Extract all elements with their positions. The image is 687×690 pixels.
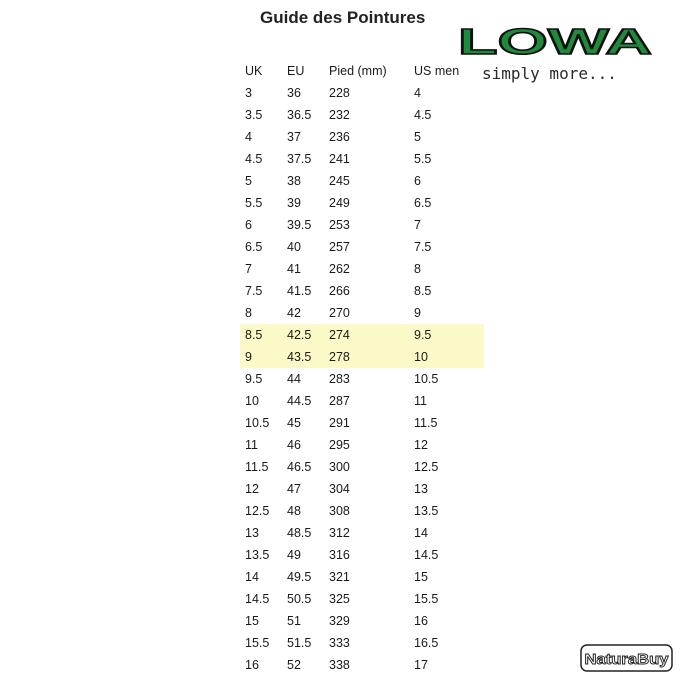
table-row [240, 126, 484, 148]
pied-cell: 278 [329, 350, 350, 364]
table-body [240, 82, 484, 676]
uk-cell: 15 [245, 614, 259, 628]
uk-cell: 13.5 [245, 548, 270, 562]
table-row [240, 302, 484, 324]
table-row [240, 104, 484, 126]
us-cell: 16.5 [414, 636, 439, 650]
pied-cell: 274 [329, 328, 350, 342]
us-cell: 10.5 [414, 372, 439, 386]
header-us: US men [414, 64, 460, 78]
uk-cell: 14.5 [245, 592, 270, 606]
table-row [240, 170, 484, 192]
pied-cell: 253 [329, 218, 350, 232]
table-row [240, 368, 484, 390]
eu-cell: 42 [287, 306, 301, 320]
eu-cell: 41.5 [287, 284, 312, 298]
naturabuy-watermark [580, 642, 674, 676]
table-row [240, 522, 484, 544]
eu-cell: 36.5 [287, 108, 312, 122]
eu-cell: 46.5 [287, 460, 312, 474]
eu-cell: 45 [287, 416, 301, 430]
eu-cell: 39.5 [287, 218, 312, 232]
pied-cell: 266 [329, 284, 350, 298]
table-row [240, 390, 484, 412]
header-eu: EU [287, 64, 305, 78]
uk-cell: 14 [245, 570, 259, 584]
table-row [240, 588, 484, 610]
table-row [240, 566, 484, 588]
table-row [240, 500, 484, 522]
eu-cell: 37.5 [287, 152, 312, 166]
pied-cell: 249 [329, 196, 350, 210]
pied-cell: 236 [329, 130, 350, 144]
uk-cell: 6.5 [245, 240, 263, 254]
table-row [240, 654, 484, 676]
pied-cell: 321 [329, 570, 350, 584]
pied-cell: 329 [329, 614, 350, 628]
pied-cell: 304 [329, 482, 350, 496]
uk-cell: 5.5 [245, 196, 263, 210]
pied-cell: 312 [329, 526, 350, 540]
pied-cell: 308 [329, 504, 350, 518]
uk-cell: 15.5 [245, 636, 270, 650]
uk-cell: 3.5 [245, 108, 263, 122]
uk-cell: 3 [245, 86, 252, 100]
pied-cell: 245 [329, 174, 350, 188]
us-cell: 13 [414, 482, 428, 496]
uk-cell: 16 [245, 658, 259, 672]
us-cell: 17 [414, 658, 428, 672]
table-row [240, 544, 484, 566]
uk-cell: 11.5 [245, 460, 269, 474]
table-row [240, 610, 484, 632]
uk-cell: 9 [245, 350, 252, 364]
eu-cell: 51 [287, 614, 301, 628]
us-cell: 12.5 [414, 460, 439, 474]
pied-cell: 338 [329, 658, 350, 672]
us-cell: 13.5 [414, 504, 439, 518]
us-cell: 11.5 [414, 416, 438, 430]
uk-cell: 4 [245, 130, 252, 144]
us-cell: 4 [414, 86, 421, 100]
eu-cell: 46 [287, 438, 301, 452]
size-table [240, 60, 484, 676]
uk-cell: 10 [245, 394, 259, 408]
table-row [240, 346, 484, 368]
us-cell: 11 [414, 394, 427, 408]
eu-cell: 42.5 [287, 328, 312, 342]
pied-cell: 287 [329, 394, 350, 408]
eu-cell: 40 [287, 240, 301, 254]
pied-cell: 291 [329, 416, 350, 430]
us-cell: 8 [414, 262, 421, 276]
us-cell: 9.5 [414, 328, 432, 342]
table-row [240, 192, 484, 214]
us-cell: 12 [414, 438, 428, 452]
brand-slogan: simply more... [482, 64, 617, 83]
pied-cell: 295 [329, 438, 350, 452]
eu-cell: 44.5 [287, 394, 312, 408]
uk-cell: 10.5 [245, 416, 270, 430]
uk-cell: 5 [245, 174, 252, 188]
pied-cell: 316 [329, 548, 350, 562]
uk-cell: 4.5 [245, 152, 263, 166]
us-cell: 8.5 [414, 284, 432, 298]
uk-cell: 11 [245, 438, 258, 452]
lowa-logo [455, 21, 655, 62]
us-cell: 14.5 [414, 548, 439, 562]
table-row [240, 236, 484, 258]
pied-cell: 283 [329, 372, 350, 386]
us-cell: 15.5 [414, 592, 439, 606]
uk-cell: 8.5 [245, 328, 263, 342]
uk-cell: 6 [245, 218, 252, 232]
uk-cell: 8 [245, 306, 252, 320]
eu-cell: 52 [287, 658, 301, 672]
watermark-text: NaturaBuy [584, 651, 670, 668]
eu-cell: 43.5 [287, 350, 312, 364]
us-cell: 7 [414, 218, 421, 232]
pied-cell: 228 [329, 86, 350, 100]
table-row [240, 148, 484, 170]
eu-cell: 44 [287, 372, 301, 386]
eu-cell: 48.5 [287, 526, 312, 540]
eu-cell: 37 [287, 130, 301, 144]
us-cell: 4.5 [414, 108, 432, 122]
eu-cell: 50.5 [287, 592, 312, 606]
header-uk: UK [245, 64, 263, 78]
pied-cell: 262 [329, 262, 350, 276]
pied-cell: 333 [329, 636, 350, 650]
table-header [240, 60, 484, 82]
uk-cell: 12.5 [245, 504, 270, 518]
us-cell: 16 [414, 614, 428, 628]
uk-cell: 12 [245, 482, 259, 496]
us-cell: 5.5 [414, 152, 432, 166]
us-cell: 14 [414, 526, 428, 540]
eu-cell: 36 [287, 86, 301, 100]
pied-cell: 270 [329, 306, 350, 320]
eu-cell: 39 [287, 196, 301, 210]
logo-wordmark: LOWA [458, 21, 652, 62]
pied-cell: 241 [329, 152, 350, 166]
eu-cell: 41 [287, 262, 301, 276]
eu-cell: 49.5 [287, 570, 312, 584]
pied-cell: 300 [329, 460, 350, 474]
uk-cell: 7.5 [245, 284, 263, 298]
pied-cell: 325 [329, 592, 350, 606]
eu-cell: 38 [287, 174, 301, 188]
table-row [240, 324, 484, 346]
page-title: Guide des Pointures [260, 8, 426, 27]
table-row [240, 258, 484, 280]
us-cell: 6 [414, 174, 421, 188]
table-row [240, 82, 484, 104]
table-row [240, 412, 484, 434]
table-row [240, 214, 484, 236]
eu-cell: 51.5 [287, 636, 312, 650]
pied-cell: 232 [329, 108, 350, 122]
us-cell: 7.5 [414, 240, 432, 254]
us-cell: 10 [414, 350, 428, 364]
pied-cell: 257 [329, 240, 350, 254]
table-row [240, 632, 484, 654]
eu-cell: 49 [287, 548, 301, 562]
us-cell: 6.5 [414, 196, 432, 210]
us-cell: 9 [414, 306, 421, 320]
uk-cell: 13 [245, 526, 259, 540]
eu-cell: 47 [287, 482, 301, 496]
table-row [240, 478, 484, 500]
us-cell: 15 [414, 570, 428, 584]
table-row [240, 456, 484, 478]
table-row [240, 280, 484, 302]
table-row [240, 434, 484, 456]
eu-cell: 48 [287, 504, 301, 518]
uk-cell: 9.5 [245, 372, 263, 386]
us-cell: 5 [414, 130, 421, 144]
header-pied: Pied (mm) [329, 64, 387, 78]
uk-cell: 7 [245, 262, 252, 276]
